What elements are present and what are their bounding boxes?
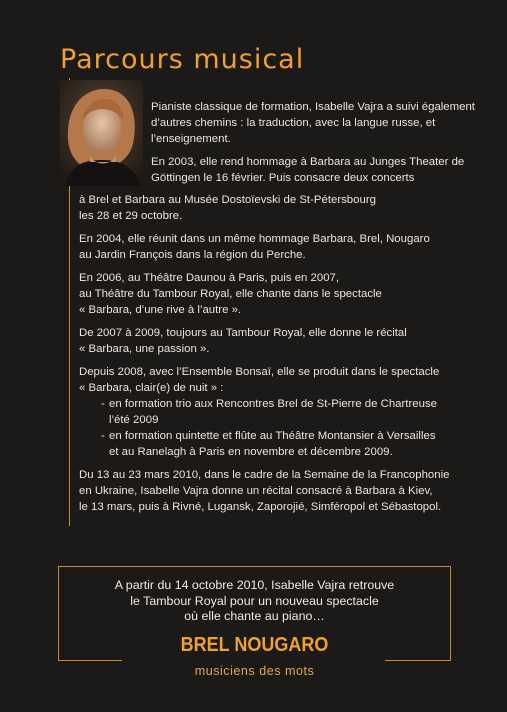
bio-paragraph-continued: à Brel et Barbara au Musée Dostoïevski de St-Pétersbourg les 28 et 29 octobre. — [79, 194, 376, 222]
biography — [79, 99, 479, 522]
announcement-text: A partir du 14 octobre 2010, Isabelle Vajra retrouve le Tambour Royal pour un nouveau spectacle où elle chante au piano… — [114, 578, 395, 623]
frame-bottom-left-line — [58, 660, 122, 661]
show-subtitle: musiciens des mots — [194, 664, 315, 678]
performance-list — [101, 396, 479, 460]
bio-paragraph: De 2007 à 2009, toujours au Tambour Royal, elle donne le récital « Barbara, une passion ». — [79, 327, 407, 355]
bio-paragraph: Du 13 au 23 mars 2010, dans le cadre de la Semaine de la Francophonie en Ukraine, Isabelle Vajra donne un récital consacré à Barbara à Kiev, le 13 mars, puis à Rivné, Lugansk, Zaporojié, Simféropol et Sébastopol. — [79, 469, 450, 513]
frame-bottom-right-line — [385, 660, 450, 661]
bio-paragraph: Depuis 2008, avec l’Ensemble Bonsaï, elle se produit dans le spectacle « Barbara, clair(e) de nuit » : — [79, 366, 440, 394]
page-title: Parcours musical — [60, 44, 305, 76]
show-title: BREL NOUGARO — [180, 634, 329, 656]
bio-paragraph: En 2006, au Théâtre Daunou à Paris, puis en 2007, au Théâtre du Tambour Royal, elle chante dans le spectacle « Barbara, d’une rive à l’autre ». — [79, 272, 382, 316]
bio-paragraph: En 2004, elle réunit dans un même hommage Barbara, Brel, Nougaro au Jardin François dans la région du Perche. — [79, 233, 430, 261]
bio-paragraph: En 2003, elle rend hommage à Barbara au Junges Theater de Göttingen le 16 février. Puis consacre deux concerts — [151, 156, 465, 184]
list-item: - en formation quintette et flûte au Théâtre Montansier à Versailles et au Ranelagh à Paris en novembre et décembre 2009. — [101, 428, 479, 460]
bio-paragraph: Pianiste classique de formation, Isabelle Vajra a suivi également d’autres chemins : la traduction, avec la langue russe, et l’enseignement. — [151, 101, 475, 145]
list-item: - en formation trio aux Rencontres Brel de St-Pierre de Chartreuse l’été 2009 — [101, 396, 479, 428]
